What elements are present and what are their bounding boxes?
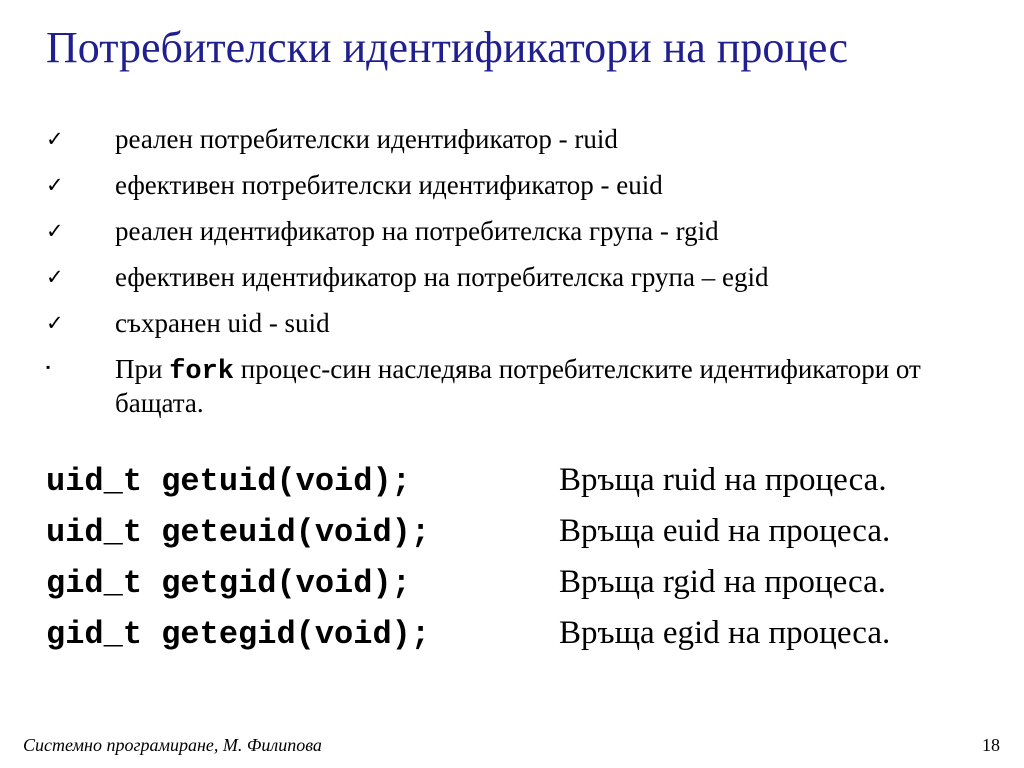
function-signature: uid_t geteuid(void); — [46, 514, 431, 551]
bullet-text — [115, 354, 986, 419]
bullet-text: реален потребителски идентификатор - ruid — [115, 124, 618, 154]
page-number: 18 — [982, 735, 1000, 755]
checkmark-icon: ✓ — [46, 311, 64, 335]
function-description: Връща egid на процеса. — [559, 615, 891, 651]
bullet-item-euid — [46, 170, 986, 201]
checkmark-icon: ✓ — [46, 265, 64, 289]
function-signature: uid_t getuid(void); — [46, 463, 411, 500]
slide-footer: Системно програмиране, М. Филипова — [23, 735, 322, 755]
function-row-getuid — [46, 462, 890, 513]
bullet-text-after: процес-син наследява потребителските идентификатори от бащата. — [115, 354, 921, 418]
bullet-item-ruid — [46, 124, 986, 155]
function-row-geteuid — [46, 513, 890, 564]
checkmark-icon: ✓ — [46, 219, 64, 243]
bullet-list — [46, 124, 986, 434]
square-bullet-icon: ▪ — [46, 360, 51, 374]
bullet-item-rgid — [46, 216, 986, 247]
bullet-item-fork — [46, 354, 986, 419]
slide-title: Потребителски идентификатори на процес — [46, 23, 849, 72]
function-description: Връща ruid на процеса. — [559, 462, 887, 498]
bullet-text-before: При — [115, 354, 170, 384]
fork-keyword: fork — [169, 357, 235, 387]
checkmark-icon: ✓ — [46, 127, 64, 151]
function-description: Връща rgid на процеса. — [559, 564, 886, 600]
bullet-text: ефективен идентификатор на потребителска група – egid — [115, 262, 769, 292]
function-row-getgid — [46, 564, 890, 615]
bullet-item-egid — [46, 262, 986, 293]
bullet-item-suid — [46, 308, 986, 339]
function-signature: gid_t getgid(void); — [46, 565, 411, 602]
function-list — [46, 462, 890, 666]
function-row-getegid — [46, 615, 890, 666]
bullet-text: ефективен потребителски идентификатор - euid — [115, 170, 663, 200]
function-signature: gid_t getegid(void); — [46, 616, 431, 653]
function-description: Връща euid на процеса. — [559, 513, 891, 549]
bullet-text: реален идентификатор на потребителска група - rgid — [115, 216, 719, 246]
bullet-text: съхранен uid - suid — [115, 308, 330, 338]
checkmark-icon: ✓ — [46, 173, 64, 197]
